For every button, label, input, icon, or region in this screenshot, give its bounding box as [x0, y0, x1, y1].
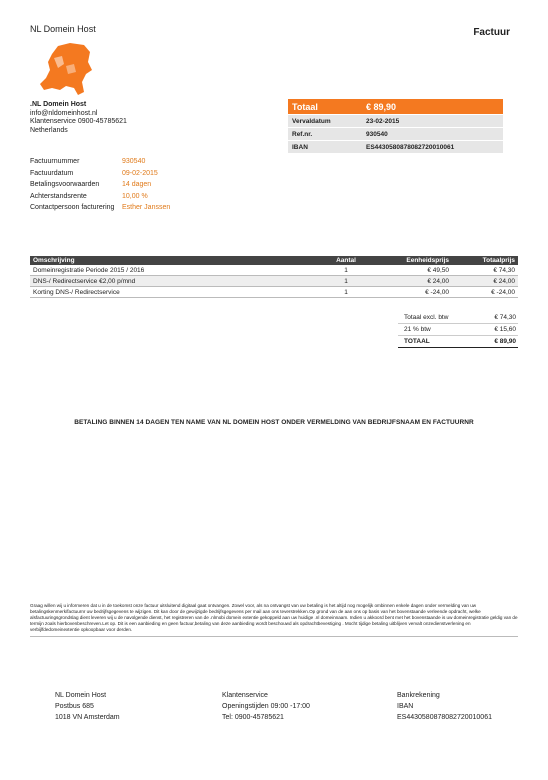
- cell-total-price: € 24,00: [452, 276, 518, 287]
- meta-label: Factuurdatum: [30, 169, 74, 177]
- company-phone: Klantenservice 0900-45785621: [30, 118, 127, 125]
- summary-value: € 89,90: [494, 338, 516, 345]
- meta-row-contact: [30, 204, 170, 213]
- summary-label: Totaal excl. btw: [404, 314, 449, 321]
- col-header-description: Omschrijving: [30, 256, 318, 265]
- cell-quantity: 1: [318, 287, 374, 298]
- summary-label: TOTAAL: [404, 338, 430, 345]
- footer-line: IBAN: [397, 703, 414, 710]
- meta-label: Achterstandsrente: [30, 192, 87, 200]
- cell-quantity: 1: [318, 265, 374, 276]
- meta-label: Contactpersoon facturering: [30, 204, 115, 211]
- totals-box-header: [288, 99, 503, 114]
- invoice-items-table: [30, 256, 518, 298]
- company-email: info@nldomeinhost.nl: [30, 109, 98, 117]
- meta-label: Betalingsvoorwaarden: [30, 181, 100, 188]
- table-row: [30, 287, 518, 298]
- col-header-unit-price: Eenheidsprijs: [374, 256, 452, 265]
- cell-unit-price: € 24,00: [374, 276, 452, 287]
- totals-box-row-label: Ref.nr.: [292, 130, 313, 138]
- totals-box-row-value: ES4430580878082720010061: [366, 143, 455, 151]
- totals-box-row-iban: [288, 140, 503, 153]
- summary-row-vat: [398, 324, 518, 336]
- meta-row-invoice-number: [30, 158, 170, 167]
- table-row: [30, 276, 518, 287]
- company-name: .NL Domein Host: [30, 101, 87, 108]
- totals-box-amount: € 89,90: [366, 101, 397, 112]
- col-header-quantity: Aantal: [318, 256, 374, 265]
- meta-value: 10,00 %: [122, 192, 148, 200]
- company-country: Netherlands: [30, 126, 68, 134]
- cell-quantity: 1: [318, 276, 374, 287]
- footer-line: 1018 VN Amsterdam: [55, 714, 120, 721]
- footer-line: NL Domein Host: [55, 692, 107, 699]
- footer-line: ES4430580878082720010061: [397, 714, 492, 721]
- document-title: Factuur: [473, 27, 510, 38]
- footer-line: Klantenservice: [222, 692, 268, 699]
- meta-value: 930540: [122, 158, 146, 165]
- cell-unit-price: € -24,00: [374, 287, 452, 298]
- summary-value: € 74,30: [494, 314, 516, 321]
- totals-box-row-due-date: [288, 114, 503, 127]
- cell-description: DNS-/ Redirectservice €2,00 p/mnd: [30, 276, 318, 287]
- cell-unit-price: € 49,50: [374, 265, 452, 276]
- footer-customer-service: [222, 690, 310, 723]
- brand-name: NL Domein Host: [30, 24, 96, 34]
- summary-row-total: [398, 336, 518, 348]
- footer-line: Openingstijden 09:00 -17:00: [222, 703, 310, 710]
- invoice-summary: [398, 312, 518, 348]
- cell-description: Domeinregistratie Periode 2015 / 2016: [30, 265, 318, 276]
- cell-total-price: € 74,30: [452, 265, 518, 276]
- footer-line: Tel: 0900-45785621: [222, 714, 284, 721]
- cell-total-price: € -24,00: [452, 287, 518, 298]
- meta-row-late-interest: [30, 193, 170, 202]
- table-header-row: [30, 256, 518, 265]
- col-header-total-price: Totaalprijs: [452, 256, 518, 265]
- footer-address: [55, 690, 120, 723]
- totals-box: [288, 99, 503, 153]
- footer-bank: [397, 690, 492, 723]
- footer-line: Postbus 685: [55, 703, 94, 710]
- payment-notice: BETALING BINNEN 14 DAGEN TEN NAME VAN NL DOMEIN HOST ONDER VERMELDING VAN BEDRIJFSNAAM EN FACTUURNR: [74, 419, 474, 426]
- summary-value: € 15,60: [494, 326, 516, 333]
- meta-label: Factuurnummer: [30, 158, 80, 165]
- meta-row-payment-terms: [30, 181, 170, 190]
- totals-box-row-label: Vervaldatum: [292, 117, 331, 125]
- cell-description: Korting DNS-/ Redirectservice: [30, 287, 318, 298]
- meta-row-invoice-date: [30, 170, 170, 179]
- summary-row-excl-vat: [398, 312, 518, 324]
- netherlands-map-logo: [36, 40, 94, 96]
- totals-box-row-value: 930540: [366, 130, 388, 138]
- table-row: [30, 265, 518, 276]
- invoice-meta: [30, 158, 170, 216]
- footer-line: Bankrekening: [397, 692, 440, 699]
- totals-box-row-ref: [288, 127, 503, 140]
- summary-label: 21 % btw: [404, 326, 431, 333]
- company-address-block: [30, 101, 127, 135]
- fine-print: Graag willen wij u informeren dat u in de toekomst onze factuur uitsluitend digitaal gaat ontvangen. Zowel voor, als na ontvangst van uw betaling is het altijd nog mogelijk ombinnen enkele dagen onder vermelding van uw betalingskenmerk/factuurnr uw bedrijfsgegevens te wijzigen. Dit kan door de gewijzigde bedrijfsgegevens per mail aan ons teverstrekken.Op grond van de aan ons op basis van het bovenstaande verleende opdracht, welke alsfactuuringsgrondslag dient leveren wij u de navolgende dienst, het registreren van de .nlmobi domein extentie gekoppeld aan uw huidige .nl domeinnaam. Indien u akkoord bent met het bovenstaande is uw domeinregistratie geldig van de termijn zoals hierbovenbeschreven.Let op. Dit is een aanbieding en geen factuur,betaling van deze aanbieding wordt beschouwd als opdrachtbevestiging . Mocht tijdige betaling uitblijven vervalt onzedienstverlening en verbijlfdedomeinextentie opkoopbaar voor derden.: [30, 603, 518, 637]
- meta-value: Esther Janssen: [122, 204, 171, 211]
- meta-value: 09-02-2015: [122, 169, 158, 177]
- totals-box-row-value: 23-02-2015: [366, 117, 400, 125]
- meta-value: 14 dagen: [122, 181, 152, 188]
- totals-box-row-label: IBAN: [292, 143, 308, 151]
- totals-box-label: Totaal: [292, 101, 318, 112]
